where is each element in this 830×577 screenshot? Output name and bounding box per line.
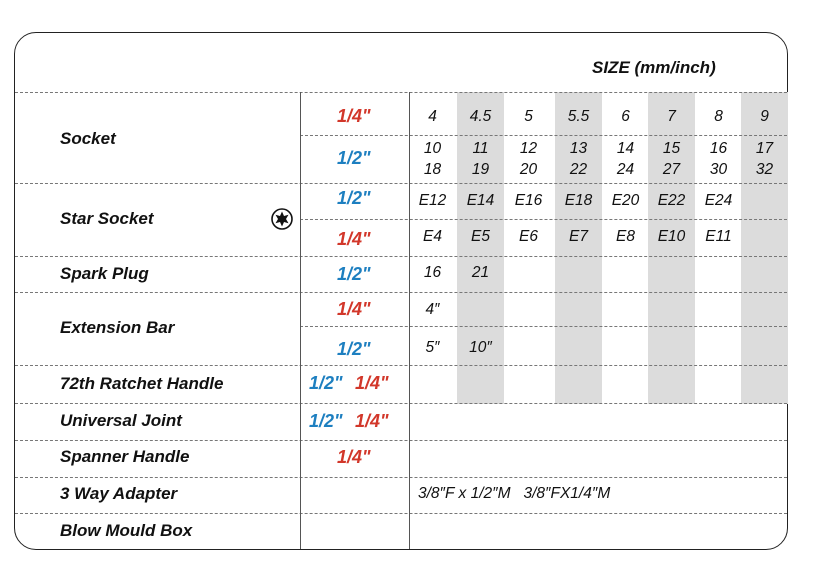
size-cell: 20 <box>519 161 538 178</box>
size-cell: 16 <box>423 264 442 281</box>
torx-star-icon <box>271 208 293 230</box>
row-divider <box>15 256 787 257</box>
row-divider <box>300 219 787 220</box>
size-cell: 10″ <box>469 339 492 356</box>
size-cell: 5.5 <box>567 108 590 125</box>
row-label-universal-joint: Universal Joint <box>60 411 182 430</box>
size-cell: 15 <box>662 140 681 157</box>
drive-size-half: 1/2" <box>309 411 343 431</box>
drive-size-quarter: 1/4" <box>337 106 371 126</box>
row-divider <box>15 292 787 293</box>
size-cell: 6 <box>621 108 630 125</box>
row-label-spanner-handle: Spanner Handle <box>60 447 190 466</box>
size-cell: E5 <box>471 228 490 245</box>
size-cell: E8 <box>616 228 635 245</box>
size-cell: 14 <box>616 140 635 157</box>
row-divider <box>15 365 787 366</box>
drive-size-half: 1/2" <box>309 373 343 393</box>
size-cell: 30 <box>709 161 728 178</box>
row-label-socket: Socket <box>60 129 116 148</box>
size-cell: 9 <box>760 108 769 125</box>
size-cell: 19 <box>471 161 490 178</box>
size-cell: 10 <box>423 140 442 157</box>
size-cell: E24 <box>704 192 733 209</box>
size-cell: 4.5 <box>469 108 492 125</box>
size-cell: 27 <box>662 161 681 178</box>
row-divider <box>15 440 787 441</box>
drive-size-half: 1/2" <box>337 148 371 168</box>
size-cell: 5″ <box>425 339 440 356</box>
size-cell: 17 <box>755 140 774 157</box>
drive-size-half: 1/2" <box>337 339 371 359</box>
size-cell: E14 <box>466 192 495 209</box>
adapter-values <box>418 485 610 503</box>
row-divider <box>15 477 787 478</box>
row-label-spark-plug: Spark Plug <box>60 264 149 283</box>
size-cell: E7 <box>569 228 588 245</box>
size-cell: 13 <box>569 140 588 157</box>
row-label-ratchet-handle: 72th Ratchet Handle <box>60 374 224 393</box>
adapter-value-a: 3/8″F x 1/2″M <box>418 485 511 502</box>
size-cell: 32 <box>755 161 774 178</box>
drive-size-quarter: 1/4" <box>337 447 371 467</box>
row-divider <box>15 183 787 184</box>
drive-size-half: 1/2" <box>337 188 371 208</box>
size-cell: 4″ <box>425 301 440 318</box>
drive-size-quarter: 1/4" <box>337 299 371 319</box>
size-cell: E10 <box>657 228 686 245</box>
size-cell: E6 <box>519 228 538 245</box>
drive-size-half: 1/2" <box>337 264 371 284</box>
size-cell: E20 <box>611 192 640 209</box>
size-cell: 16 <box>709 140 728 157</box>
row-divider <box>15 513 787 514</box>
size-cell: 21 <box>471 264 490 281</box>
size-cell: 11 <box>472 140 489 157</box>
row-divider <box>300 135 787 136</box>
size-cell: 5 <box>524 108 533 125</box>
row-label-star-socket: Star Socket <box>60 209 154 228</box>
drive-size-quarter: 1/4" <box>355 373 389 393</box>
row-label-blow-mould-box: Blow Mould Box <box>60 521 193 540</box>
size-cell: E11 <box>705 228 732 245</box>
size-cell: E16 <box>514 192 543 209</box>
row-label-3-way-adapter: 3 Way Adapter <box>60 484 178 503</box>
row-divider <box>15 92 787 93</box>
drive-size-quarter: 1/4" <box>337 229 371 249</box>
size-cell: 4 <box>428 108 437 125</box>
size-cell: 7 <box>667 108 676 125</box>
size-cell: E12 <box>418 192 447 209</box>
size-cell: E4 <box>423 228 442 245</box>
size-cell: 8 <box>714 108 723 125</box>
row-divider <box>300 326 787 327</box>
size-cell: 18 <box>423 161 442 178</box>
column-divider <box>300 92 301 549</box>
row-label-extension-bar: Extension Bar <box>60 318 175 337</box>
size-cell: 24 <box>616 161 635 178</box>
adapter-value-b: 3/8″FX1/4″M <box>523 485 611 502</box>
row-divider <box>15 403 787 404</box>
size-header: SIZE (mm/inch) <box>592 58 716 77</box>
size-cell: E22 <box>657 192 686 209</box>
size-cell: 12 <box>519 140 538 157</box>
size-cell: 22 <box>569 161 588 178</box>
drive-size-quarter: 1/4" <box>355 411 389 431</box>
size-cell: E18 <box>564 192 593 209</box>
